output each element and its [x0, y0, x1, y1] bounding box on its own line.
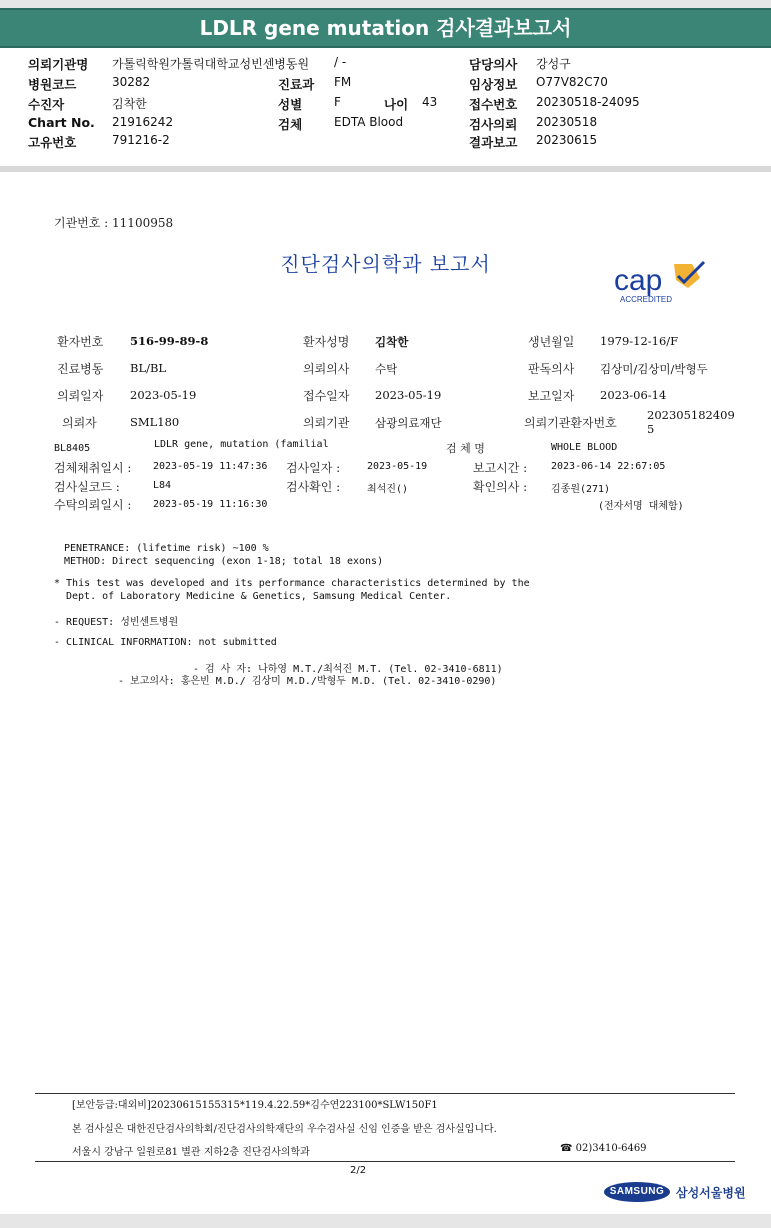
header-label: Chart No.	[28, 115, 95, 130]
header-row	[0, 115, 771, 133]
field-value: 수탁	[375, 362, 398, 376]
header-label: 검체	[278, 117, 303, 132]
field-value: SML180	[130, 415, 180, 429]
certification-line: 본 검사실은 대한진단검사의학회/진단검사의학재단의 우수검사실 신임 인증을 받은 검사실입니다.	[72, 1124, 497, 1135]
field-label: 검체채취일시 :	[54, 461, 132, 475]
body-line: - REQUEST: 성빈센트병원	[54, 617, 179, 628]
report-title: LDLR gene mutation 검사결과보고서	[199, 16, 572, 40]
field-label: 보고일자	[528, 389, 575, 403]
field-value: 5	[647, 422, 655, 436]
specimen-value: WHOLE BLOOD	[551, 442, 618, 453]
header-row	[0, 75, 771, 93]
body-line: - 보고의사: 홍은빈 M.D./ 김상미 M.D./박형두 M.D. (Tel. 02-3410-0290)	[118, 676, 497, 687]
header-value: O77V82C70	[536, 75, 608, 89]
test-name: LDLR gene, mutation (familial	[154, 439, 329, 450]
field-label: 생년월일	[528, 335, 575, 349]
phone-line: ☎ 02)3410-6469	[560, 1143, 647, 1154]
report-document	[0, 172, 771, 1214]
field-value: 2023-06-14 22:67:05	[551, 461, 666, 472]
field-value: 2023-05-19 11:47:36	[153, 461, 268, 472]
header-label: 의뢰기관명	[28, 57, 89, 72]
field-label: 환자번호	[57, 335, 104, 349]
header-row	[0, 133, 771, 151]
cap-logo-subtext: ACCREDITED	[620, 295, 673, 304]
header-value: 30282	[112, 75, 151, 89]
field-label: 수탁의뢰일시 :	[54, 498, 132, 512]
field-value: 2023-05-19	[130, 388, 197, 402]
header-value: 21916242	[112, 115, 174, 129]
header-label: 수진자	[28, 97, 65, 112]
field-value: 516-99-89-8	[130, 334, 209, 348]
field-value: 1979-12-16/F	[600, 334, 679, 348]
field-label: 진료병동	[57, 362, 104, 376]
header-info	[0, 48, 771, 166]
field-label: 검사실코드 :	[54, 480, 120, 494]
field-label: 확인의사 :	[473, 480, 528, 494]
field-value: BL/BL	[130, 361, 167, 375]
field-value: 2023-05-19 11:16:30	[153, 499, 268, 510]
header-label: 병원코드	[28, 77, 77, 92]
header-value: 20230518-24095	[536, 95, 640, 109]
cap-accredited-logo	[612, 258, 712, 308]
body-line: PENETRANCE: (lifetime risk) ~100 %	[64, 543, 269, 554]
department-report-title: 진단검사의학과 보고서	[280, 252, 491, 276]
field-label: 의뢰기관	[303, 416, 350, 430]
header-label: 결과보고	[469, 135, 518, 150]
samsung-logo: SAMSUNG	[604, 1182, 670, 1202]
header-value: EDTA Blood	[334, 115, 404, 129]
footer-divider	[35, 1161, 735, 1162]
field-label: 보고시간 :	[473, 461, 528, 475]
field-value: 202305182409	[647, 408, 735, 422]
hospital-name: 삼성서울병원	[676, 1186, 746, 1200]
header-value: 20230518	[536, 115, 598, 129]
header-row	[0, 95, 771, 113]
header-value: 20230615	[536, 133, 598, 147]
field-label: 의뢰의사	[303, 362, 350, 376]
cap-logo-text: cap	[614, 264, 663, 297]
field-value: 2023-05-19	[375, 388, 442, 402]
header-value: 791216-2	[112, 133, 170, 147]
field-label: 의뢰자	[62, 416, 97, 430]
header-label: 접수번호	[469, 97, 518, 112]
header-label: 담당의사	[469, 57, 518, 72]
report-title-bar	[0, 8, 771, 48]
body-line: METHOD: Direct sequencing (exon 1-18; total 18 exons)	[64, 556, 384, 567]
header-value: / -	[334, 55, 347, 69]
field-label: 판독의사	[528, 362, 575, 376]
specimen-label: 검 체 명	[446, 442, 485, 455]
field-label: 환자성명	[303, 335, 350, 349]
field-value: 삼광의료재단	[375, 416, 442, 430]
signature-note: (전자서명 대체함)	[598, 501, 684, 512]
address-line: 서울시 강남구 일원로81 별관 지하2층 진단검사의학과	[72, 1147, 310, 1158]
header-label: 성별	[278, 97, 303, 112]
header-value: 김착한	[112, 97, 147, 111]
header-value: 강성구	[536, 57, 571, 71]
header-value: 43	[422, 95, 438, 109]
footer-divider	[35, 1093, 735, 1094]
header-value: FM	[334, 75, 352, 89]
header-label: 진료과	[278, 77, 315, 92]
header-label: 고유번호	[28, 135, 77, 150]
field-label: 검사일자 :	[286, 461, 341, 475]
header-label: 임상정보	[469, 77, 518, 92]
field-value: 최석진()	[367, 484, 409, 495]
header-value: 가톨릭학원가톨릭대학교성빈센병동원	[112, 57, 310, 71]
body-line: Dept. of Laboratory Medicine & Genetics, Samsung Medical Center.	[66, 591, 452, 602]
field-label: 검사확인 :	[286, 480, 341, 494]
header-label: 나이	[384, 97, 409, 112]
field-value: 김상미/김상미/박형두	[600, 362, 708, 376]
body-line: - 검 사 자: 나하영 M.T./최석진 M.T. (Tel. 02-3410-6811)	[193, 664, 503, 675]
field-label: 의뢰기관환자번호	[524, 416, 617, 430]
body-line: - CLINICAL INFORMATION: not submitted	[54, 637, 277, 648]
institution-number: 기관번호 : 11100958	[54, 216, 174, 230]
field-value: 김종원(271)	[551, 484, 611, 495]
header-row	[0, 55, 771, 73]
field-value: 김착한	[375, 335, 409, 349]
field-label: 접수일자	[303, 389, 350, 403]
field-label: 의뢰일자	[57, 389, 104, 403]
field-value: 2023-05-19	[367, 461, 428, 472]
header-value: F	[334, 95, 341, 109]
security-line: [보안등급:대외비]20230615155315*119.4.22.59*김수연223100*SLW150F1	[72, 1100, 438, 1111]
page-number: 2/2	[350, 1165, 367, 1176]
field-value: L84	[153, 480, 172, 491]
body-line: * This test was developed and its performance characteristics determined by the	[54, 578, 530, 589]
header-label: 검사의뢰	[469, 117, 518, 132]
field-value: 2023-06-14	[600, 388, 667, 402]
test-code: BL8405	[54, 443, 91, 454]
